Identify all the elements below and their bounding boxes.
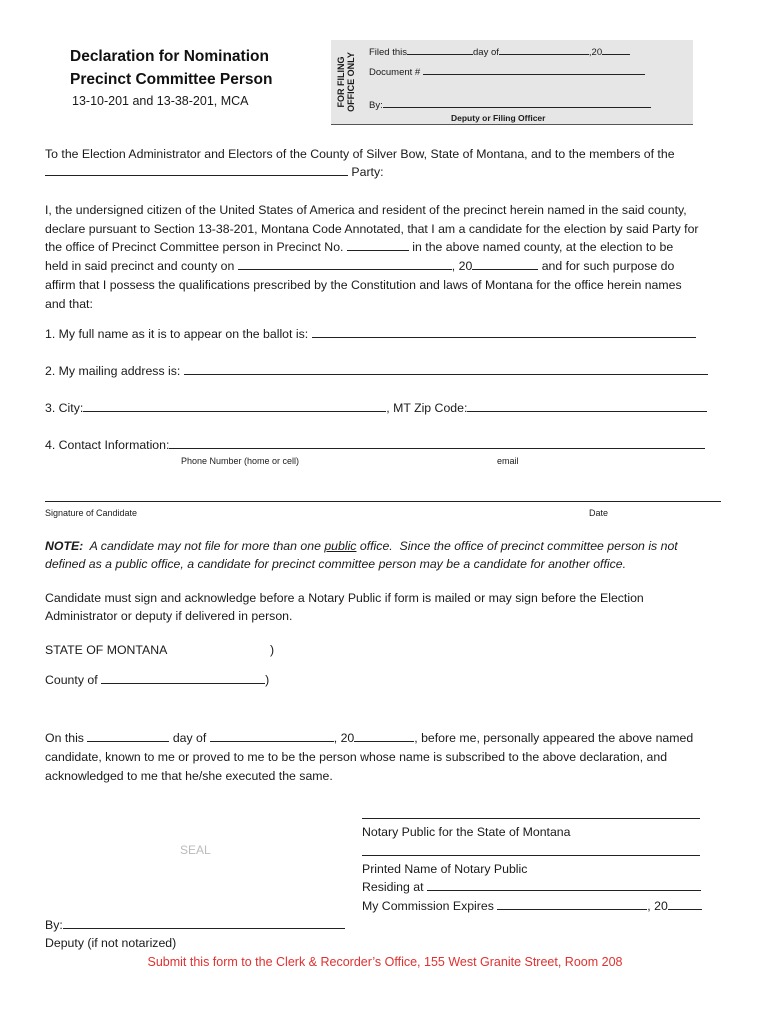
statute-reference: 13-10-201 and 13-38-201, MCA xyxy=(72,94,249,108)
intro-party-row xyxy=(45,163,384,182)
declaration-line2: declare pursuant to Section 13-38-201, Montana Code Annotated, that I am a candidate for the election by said Party for xyxy=(45,222,699,236)
note-label: NOTE: xyxy=(45,539,84,553)
filing-label-line1: FOR FILING xyxy=(336,56,346,108)
ack-day-field[interactable] xyxy=(87,730,169,742)
acknowledgment-line1 xyxy=(45,729,693,748)
phone-caption: Phone Number (home or cell) xyxy=(181,456,300,466)
deputy-signature-field[interactable] xyxy=(63,917,345,929)
contact-field[interactable] xyxy=(169,437,705,449)
ack-year-prefix: , 20 xyxy=(333,731,355,745)
precinct-number-field[interactable] xyxy=(347,239,409,251)
filed-this-label: Filed this xyxy=(369,47,408,58)
declaration-line6: and that: xyxy=(45,297,93,311)
intro-line1: To the Election Administrator and Electors of the County of Silver Bow, State of Montana, and to the members of the xyxy=(45,147,675,161)
election-date-text: held in said precinct and county on xyxy=(45,259,235,273)
document-row xyxy=(369,66,645,78)
state-label: STATE OF MONTANA xyxy=(45,643,168,657)
filed-this-row xyxy=(369,46,630,58)
acknowledgment-line3: acknowledged to me that he/she executed the same. xyxy=(45,769,333,783)
note-public: public xyxy=(324,539,357,553)
filing-office-label xyxy=(331,40,361,124)
city-label: 3. City: xyxy=(45,401,84,415)
declaration-line5: affirm that I possess the qualifications prescribed by the Constitution and laws of Montana for the office herein names xyxy=(45,278,682,292)
commission-label: My Commission Expires xyxy=(362,899,494,913)
acknowledgment-line2: candidate, known to me or proved to me to be the person whose name is subscribed to the above declaration, and xyxy=(45,750,668,764)
purpose-text: and for such purpose do xyxy=(541,259,675,273)
ack-day-of-label: day of xyxy=(172,731,207,745)
ack-month-field[interactable] xyxy=(210,730,334,742)
election-year-field[interactable] xyxy=(472,258,538,270)
note-text2: office. Since the office of precinct committee person is not xyxy=(356,539,678,553)
residing-row xyxy=(362,878,701,897)
commission-date-field[interactable] xyxy=(497,898,647,910)
note-line1 xyxy=(45,537,678,556)
deputy-filing-officer-caption: Deputy or Filing Officer xyxy=(451,113,546,123)
mailing-row xyxy=(45,362,708,381)
commission-year-field[interactable] xyxy=(668,898,702,910)
party-name-field[interactable] xyxy=(45,164,348,176)
declaration-line3 xyxy=(45,238,673,257)
form-title-line1: Declaration for Nomination xyxy=(70,48,269,65)
filing-by-label: By: xyxy=(369,100,383,111)
mailing-address-field[interactable] xyxy=(184,363,708,375)
county-paren: ) xyxy=(265,673,270,687)
filed-year-prefix: ,20 xyxy=(588,47,603,58)
county-row xyxy=(45,671,269,690)
seal-placeholder: SEAL xyxy=(180,843,211,857)
election-year-prefix: , 20 xyxy=(451,259,473,273)
filing-label-line2: OFFICE ONLY xyxy=(346,52,356,112)
zip-code-field[interactable] xyxy=(467,400,707,412)
printed-name-label: Printed Name of Notary Public xyxy=(362,862,528,876)
on-this-label: On this xyxy=(45,731,84,745)
full-name-label: 1. My full name as it is to appear on the ballot is: xyxy=(45,327,309,341)
filed-day-field[interactable] xyxy=(407,46,473,55)
notary-instructions-line1: Candidate must sign and acknowledge before a Notary Public if form is mailed or may sign before the Election xyxy=(45,591,644,605)
state-paren: ) xyxy=(270,643,275,657)
date-caption: Date xyxy=(589,508,609,518)
declaration-line1: I, the undersigned citizen of the United States of America and resident of the precinct herein named in the said county, xyxy=(45,203,687,217)
zip-label: , MT Zip Code: xyxy=(386,401,468,415)
county-field[interactable] xyxy=(101,672,265,684)
document-label: Document # xyxy=(369,67,421,78)
filing-office-box xyxy=(331,40,693,125)
residing-label: Residing at xyxy=(362,880,424,894)
city-row xyxy=(45,399,707,418)
note-line2: defined as a public office, a candidate for precinct committee person may be a candidate for another office. xyxy=(45,557,627,571)
by-row xyxy=(369,99,651,111)
filing-officer-field[interactable] xyxy=(383,99,651,108)
day-of-label: day of xyxy=(473,47,499,58)
election-date-field[interactable] xyxy=(238,258,452,270)
filed-month-field[interactable] xyxy=(499,46,589,55)
commission-year-prefix: , 20 xyxy=(647,899,668,913)
county-label: County of xyxy=(45,673,98,687)
precinct-text: the office of Precinct Committee person in Precinct No. xyxy=(45,240,344,254)
deputy-by-label: By: xyxy=(45,918,63,932)
signature-line[interactable] xyxy=(45,501,721,502)
form-title-line2: Precinct Committee Person xyxy=(70,71,273,88)
party-label: Party: xyxy=(351,165,384,179)
notary-public-label: Notary Public for the State of Montana xyxy=(362,825,571,839)
document-number-field[interactable] xyxy=(423,66,645,75)
filed-year-field[interactable] xyxy=(602,46,630,55)
residing-field[interactable] xyxy=(427,879,701,891)
precinct-text-after: in the above named county, at the election to be xyxy=(412,240,674,254)
contact-row xyxy=(45,436,705,455)
full-name-field[interactable] xyxy=(312,326,696,338)
signature-caption: Signature of Candidate xyxy=(45,508,138,518)
notary-printed-name-line[interactable] xyxy=(362,855,700,856)
full-name-row xyxy=(45,325,696,344)
contact-label: 4. Contact Information: xyxy=(45,438,170,452)
mailing-label: 2. My mailing address is: xyxy=(45,364,181,378)
city-field[interactable] xyxy=(83,400,386,412)
email-caption: email xyxy=(497,456,519,466)
notary-signature-line[interactable] xyxy=(362,818,700,819)
notary-instructions-line2: Administrator or deputy if delivered in person. xyxy=(45,609,293,623)
declaration-line4 xyxy=(45,257,674,276)
before-me-text: , before me, personally appeared the above named xyxy=(414,731,694,745)
commission-row xyxy=(362,897,702,916)
ack-year-field[interactable] xyxy=(354,730,414,742)
deputy-by-row xyxy=(45,916,345,935)
note-text1: A candidate may not file for more than one xyxy=(83,539,325,553)
submit-instructions: Submit this form to the Clerk & Recorder’s Office, 155 West Granite Street, Room 208 xyxy=(147,955,623,969)
deputy-label: Deputy (if not notarized) xyxy=(45,936,177,950)
